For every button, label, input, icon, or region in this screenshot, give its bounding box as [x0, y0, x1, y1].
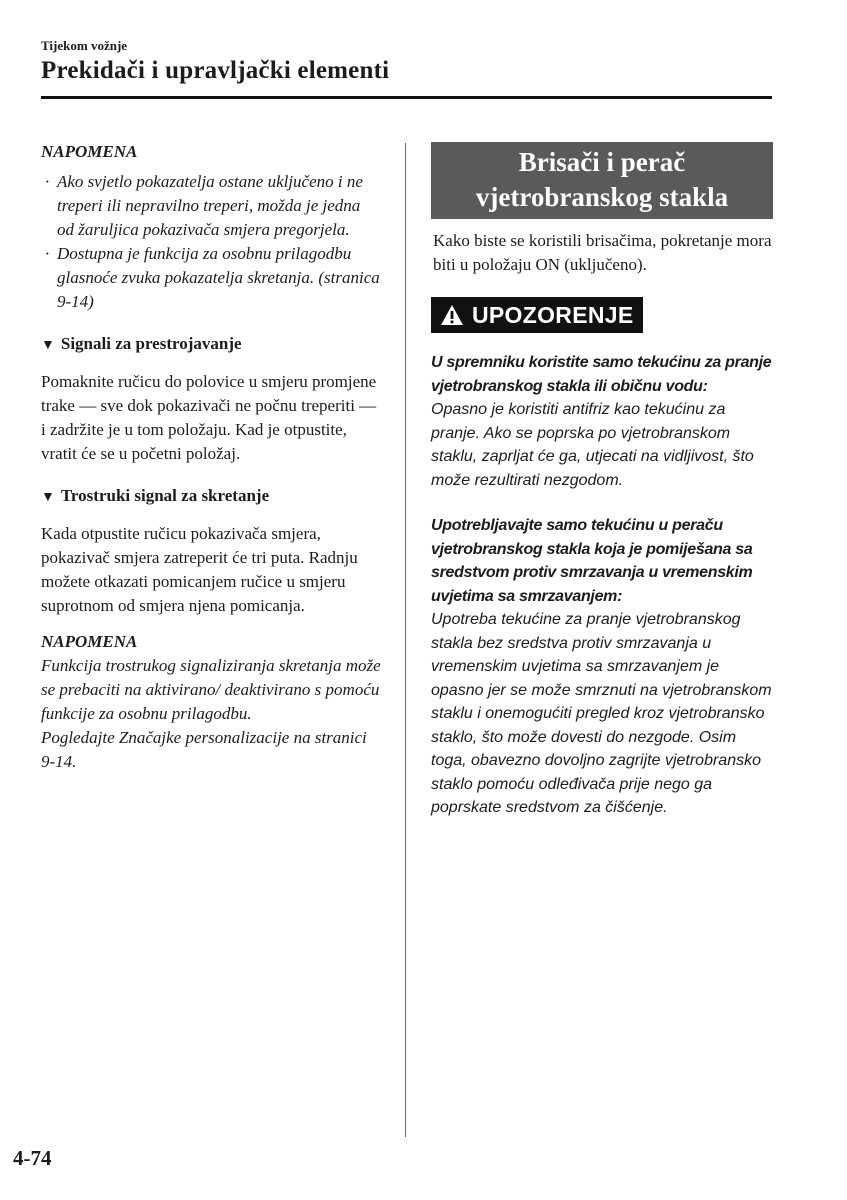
note-item-text: Dostupna je funkcija za osobnu prilagodbu glasnoće zvuka pokazatelja skretanja. (stranica 9-14) — [57, 244, 380, 311]
right-column — [431, 142, 773, 820]
warning-block — [431, 351, 773, 492]
header-divider — [41, 96, 772, 99]
note-list — [41, 170, 381, 314]
bullet-icon: · — [45, 244, 50, 263]
triple-signal-heading-text: Trostruki signal za skretanje — [60, 486, 270, 505]
note-text: Funkcija trostrukog signaliziranja skretanja može se prebaciti na aktivirano/ deaktivirano s pomoću funkcije za osobnu prilagodbu. — [41, 656, 381, 723]
section-title-line: Brisači i perač — [518, 147, 686, 177]
warning-badge — [431, 297, 643, 333]
note-reference: Pogledajte Značajke personalizacije na stranici 9-14. — [41, 728, 367, 771]
warning-heading: U spremniku koristite samo tekućinu za pranje vjetrobranskog stakla ili običnu vodu: — [431, 354, 772, 395]
section-title-box — [431, 142, 773, 219]
triangle-marker-icon: ▼ — [41, 490, 55, 505]
section-label: Tijekom vožnje — [41, 38, 128, 53]
intro-text: Kako biste se koristili brisačima, pokretanje mora biti u položaju ON (uključeno). — [433, 231, 772, 274]
triangle-marker-icon: ▼ — [41, 338, 55, 353]
note-item — [41, 242, 381, 314]
note-item-text: Ako svjetlo pokazatelja ostane uključeno i ne treperi ili nepravilno treperi, možda je jedna od žaruljica pokazivača smjera pregorjela. — [57, 172, 363, 239]
lane-change-heading-text: Signali za prestrojavanje — [60, 334, 242, 353]
warning-triangle-icon — [440, 304, 464, 326]
warning-block — [431, 514, 773, 820]
page-title: Prekidači i upravljački elementi — [41, 57, 390, 84]
bullet-icon: · — [45, 172, 50, 191]
page-number: 4-74 — [13, 1146, 52, 1170]
lane-change-text: Pomaknite ručicu do polovice u smjeru promjene trake — sve dok pokazivači ne počnu treperiti — i zadržite je u tom položaju. Kad je otpustite, vratit će se u početni položaj. — [41, 372, 377, 463]
left-column — [41, 140, 381, 774]
warning-body: Opasno je koristiti antifriz kao tekućinu za pranje. Ako se poprska po vjetrobranskom staklu, zaprljat će ga, utjecati na vidljivost, što može rezultirati nezgodom. — [431, 401, 754, 489]
lane-change-heading — [41, 332, 381, 358]
note-item — [41, 170, 381, 242]
note-heading: NAPOMENA — [41, 142, 138, 161]
triple-signal-heading — [41, 484, 381, 510]
warning-body: Upotreba tekućine za pranje vjetrobranskog stakla bez sredstva protiv smrzavanja u vremenskim uvjetima sa smrzavanjem je opasno jer se može smrznuti na vjetrobranskom staklu i onemogućiti pregled kroz vjetrobransko staklo, što može dovesti do nezgode. Osim toga, obavezno dovoljno zagrijte vjetrobransko staklo pomoću odleđivača prije nego ga poprskate sredstvom za čišćenje. — [431, 611, 772, 816]
section-title-line: vjetrobranskog stakla — [475, 182, 729, 212]
warning-label: UPOZORENJE — [472, 301, 634, 328]
column-divider — [405, 143, 406, 1137]
warning-heading: Upotrebljavajte samo tekućinu u peraču vjetrobranskog stakla koja je pomiješana sa sredstvom protiv smrzavanja u vremenskim uvjetima sa smrzavanjem: — [431, 517, 753, 605]
note-heading: NAPOMENA — [41, 632, 138, 651]
triple-signal-text: Kada otpustite ručicu pokazivača smjera, pokazivač smjera zatreperit će tri puta. Radnju možete otkazati pomicanjem ručice u smjeru suprotnom od smjera njena pomicanja. — [41, 524, 358, 615]
